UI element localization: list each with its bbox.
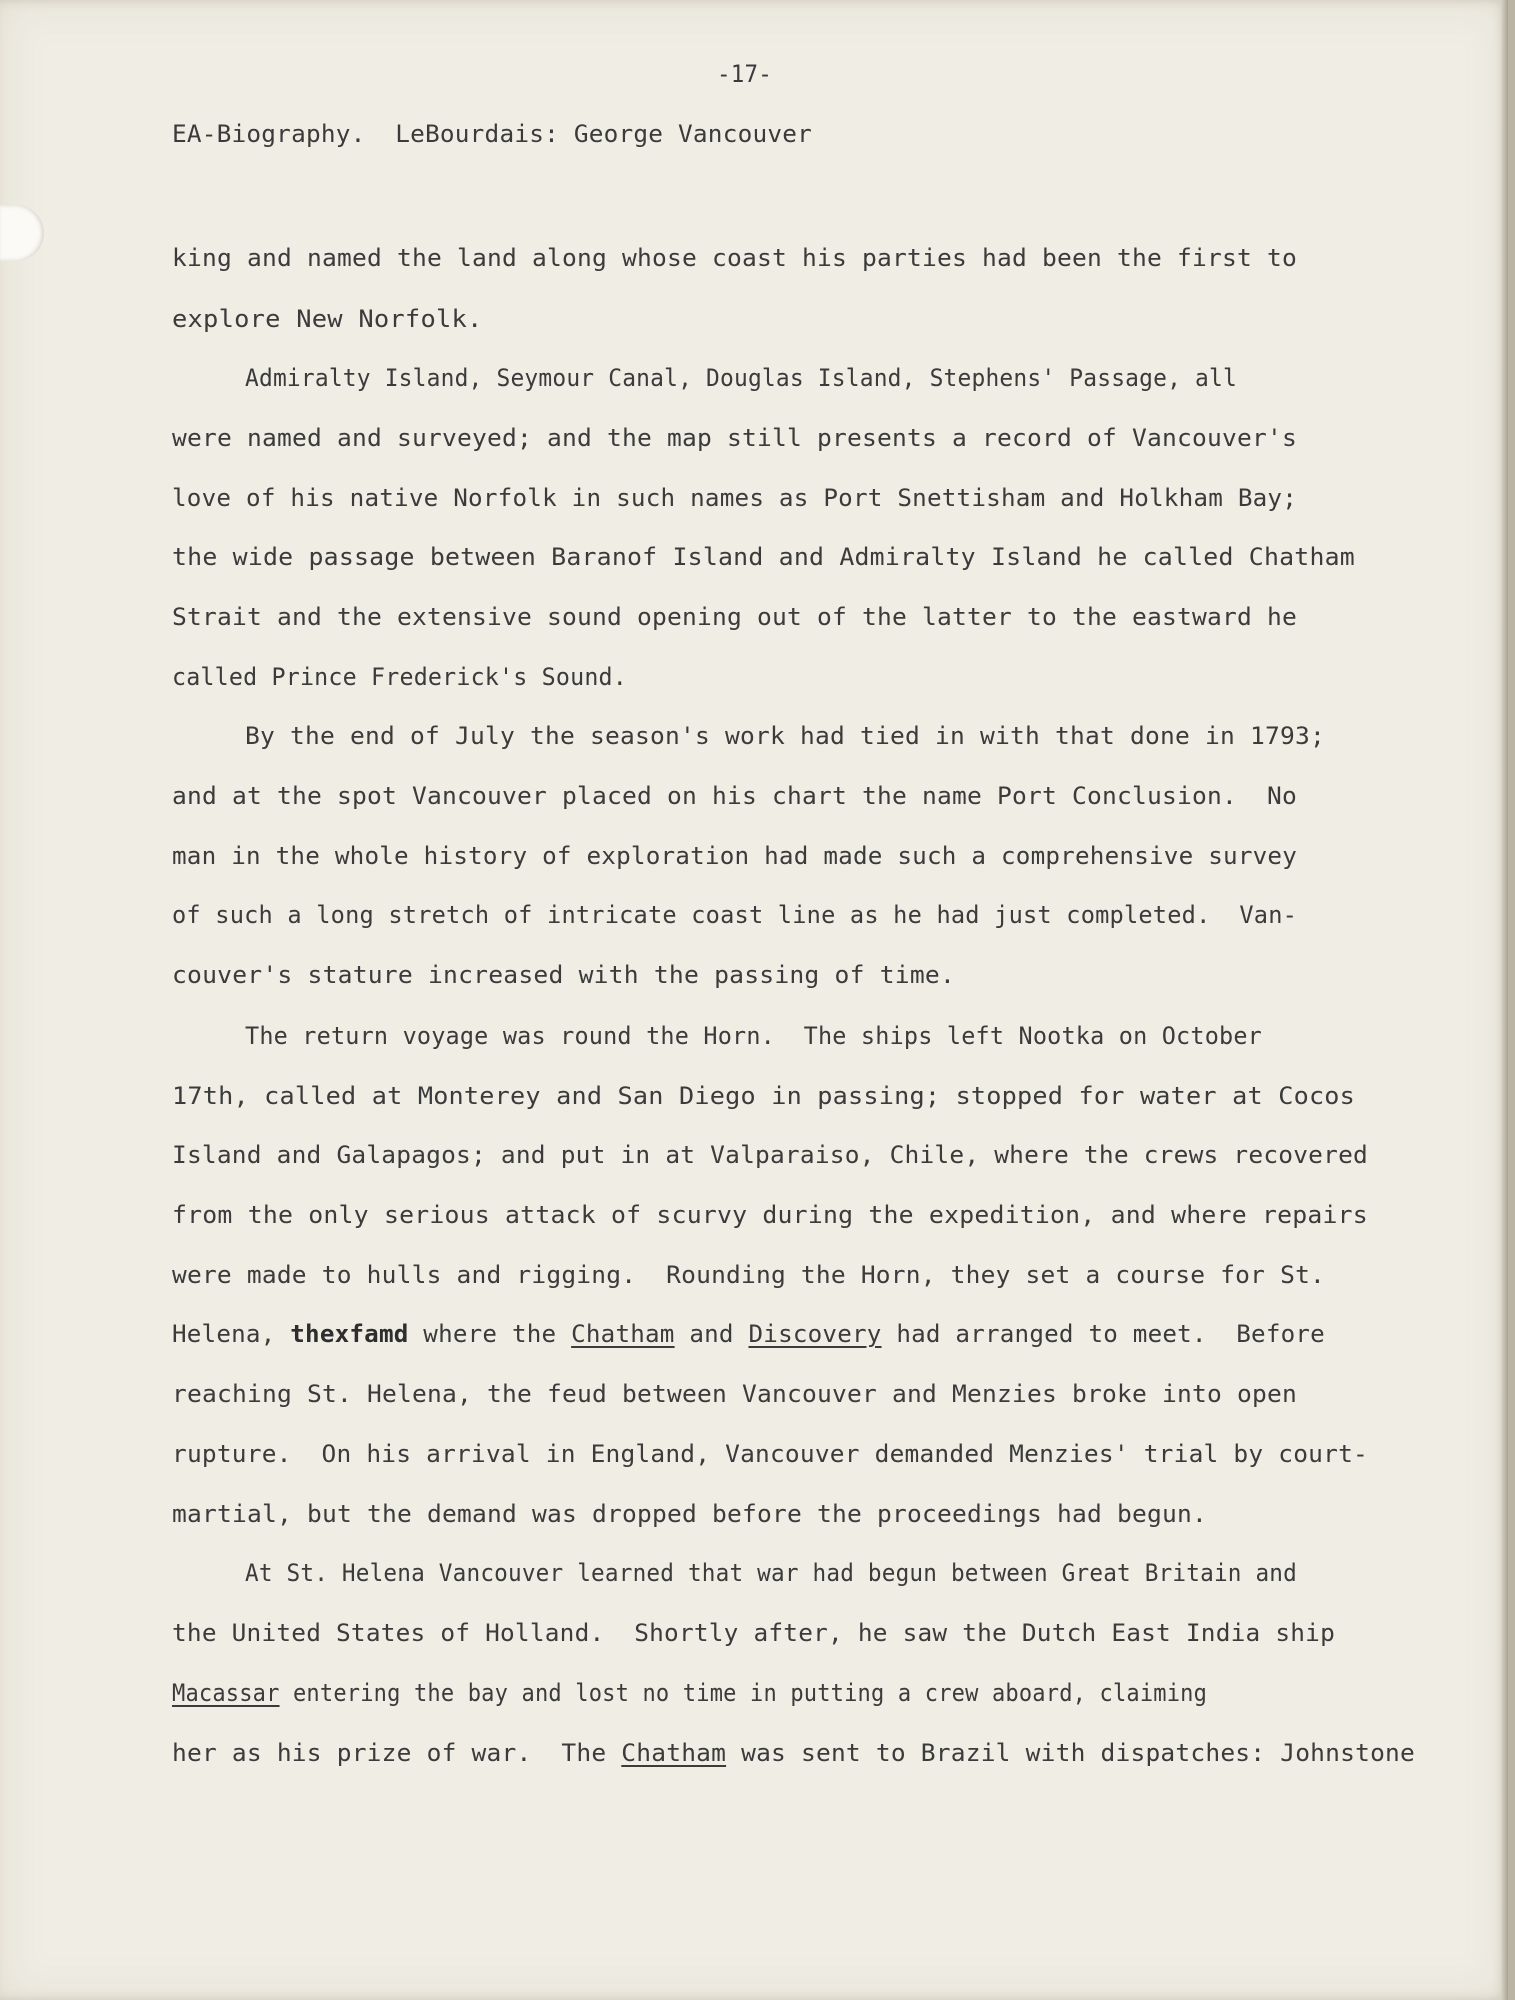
underlined-title: Discovery: [748, 1320, 882, 1348]
text-segment: her as his prize of war. The: [172, 1739, 622, 1767]
text-segment: Strait and the extensive sound opening out of the latter to the eastward he: [172, 603, 1297, 631]
text-segment: Helena,: [172, 1320, 291, 1348]
text-segment: were made to hulls and rigging. Rounding the Horn, they set a course for St.: [172, 1261, 1326, 1289]
text-segment: By the end of July the season's work had tied in with that done in 1793;: [245, 722, 1325, 750]
text-line: [245, 1561, 1297, 1585]
text-line: [172, 1322, 1325, 1346]
page-number: -17-: [717, 60, 772, 88]
punch-hole: [0, 205, 44, 261]
text-line: [172, 605, 1297, 629]
text-segment: At St. Helena Vancouver learned that war had begun between Great Britain and: [245, 1559, 1297, 1587]
page-edge: [1501, 0, 1508, 2000]
underlined-title: Macassar: [172, 1679, 280, 1707]
text-line: [172, 1442, 1368, 1466]
text-segment: martial, but the demand was dropped before the proceedings had begun.: [172, 1500, 1207, 1528]
text-segment: rupture. On his arrival in England, Vancouver demanded Menzies' trial by court-: [172, 1440, 1368, 1468]
text-segment: explore New Norfolk.: [172, 305, 483, 333]
text-segment: man in the whole history of exploration had made such a comprehensive survey: [172, 842, 1298, 870]
text-line: [172, 903, 1297, 927]
text-line: [172, 1382, 1297, 1406]
struck-out-text: thexfamd: [290, 1320, 409, 1348]
text-line: [172, 784, 1297, 808]
text-line: [172, 1621, 1335, 1645]
underlined-title: Chatham: [621, 1739, 727, 1767]
text-line: [172, 1084, 1355, 1108]
text-segment: from the only serious attack of scurvy during the expedition, and where repairs: [172, 1201, 1368, 1229]
text-segment: reaching St. Helena, the feud between Vancouver and Menzies broke into open: [172, 1380, 1297, 1408]
text-segment: where the: [408, 1320, 572, 1348]
text-segment: the wide passage between Baranof Island and Admiralty Island he called Chatham: [172, 543, 1355, 571]
text-line: [172, 545, 1355, 569]
text-line: [172, 1143, 1368, 1167]
text-segment: the United States of Holland. Shortly after, he saw the Dutch East India ship: [172, 1619, 1335, 1647]
text-segment: king and named the land along whose coast his parties had been the first to: [172, 244, 1297, 272]
text-line: [172, 963, 955, 987]
text-segment: couver's stature increased with the passing of time.: [172, 961, 956, 989]
text-segment: entering the bay and lost no time in putting a crew aboard, claiming: [279, 1679, 1208, 1707]
underlined-title: Chatham: [571, 1320, 675, 1348]
text-line: [172, 1681, 1207, 1705]
document-header: EA-Biography. LeBourdais: George Vancouver: [172, 120, 813, 148]
text-line: [172, 844, 1297, 868]
text-segment: was sent to Brazil with dispatches: Johnstone: [726, 1739, 1416, 1767]
text-segment: were named and surveyed; and the map still presents a record of Vancouver's: [172, 424, 1297, 452]
text-line: [245, 366, 1237, 390]
text-segment: 17th, called at Monterey and San Diego in passing; stopped for water at Cocos: [172, 1082, 1356, 1110]
text-line: [172, 1502, 1207, 1526]
text-line: [172, 1203, 1368, 1227]
text-line: [172, 665, 627, 689]
text-segment: of such a long stretch of intricate coast line as he had just completed. Van-: [172, 901, 1298, 929]
text-line: [172, 486, 1297, 510]
text-line: [172, 1263, 1325, 1287]
text-segment: Island and Galapagos; and put in at Valparaiso, Chile, where the crews recovered: [172, 1141, 1368, 1169]
text-segment: called Prince Frederick's Sound.: [172, 663, 627, 691]
text-segment: The return voyage was round the Horn. The ships left Nootka on October: [245, 1022, 1263, 1050]
text-line: [172, 1741, 1415, 1765]
text-segment: and at the spot Vancouver placed on his chart the name Port Conclusion. No: [172, 782, 1297, 810]
text-segment: Admiralty Island, Seymour Canal, Douglas Island, Stephens' Passage, all: [245, 364, 1237, 392]
text-line: [172, 426, 1297, 450]
text-segment: had arranged to meet. Before: [881, 1320, 1325, 1348]
text-line: [172, 307, 483, 331]
text-line: [172, 246, 1297, 270]
text-segment: love of his native Norfolk in such names as Port Snettisham and Holkham Bay;: [172, 484, 1298, 512]
text-line: [245, 1024, 1262, 1048]
text-line: [245, 724, 1325, 748]
text-segment: and: [674, 1320, 749, 1348]
